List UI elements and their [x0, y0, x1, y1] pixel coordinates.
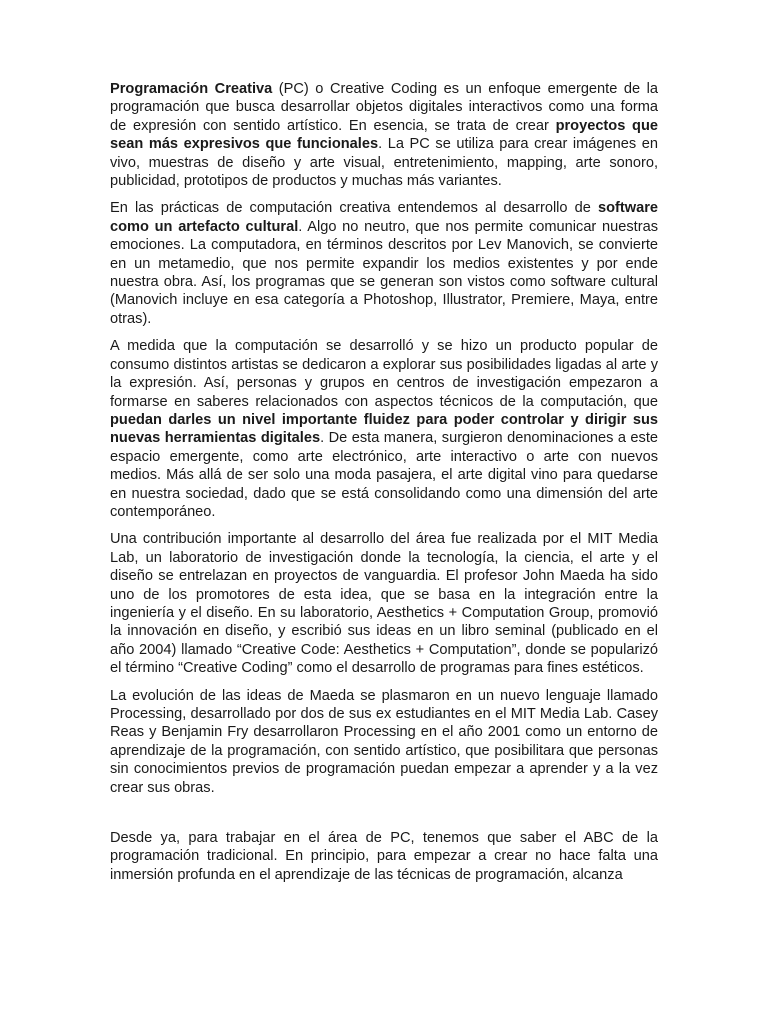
text-bold: puedan darles un nivel importante fluidez para poder controlar y dirigir sus nuevas herramientas digitales — [110, 411, 658, 447]
paragraph-3 — [110, 337, 658, 521]
text-run: . La PC se utiliza para crear imágenes en vivo, muestras de diseño y arte visual, entretenimiento, mapping, arte sonoro, publicidad, prototipos de productos y muchas más variantes. — [110, 136, 658, 190]
document-page — [110, 80, 658, 893]
text-bold: software como un artefacto cultural — [110, 200, 658, 235]
text-run: . Algo no neutro, que nos permite comunicar nuestras emociones. La computadora, en términos descritos por Lev Manovich, se convierte en un metamedio, que nos permite expandir los medios existentes y por ende nuestra obra. Así, los programas que se generan son vistos como software cultural (Manovich incluye en esa categoría a Photoshop, Illustrator, Premiere, Maya, entre otras). — [110, 218, 658, 327]
paragraph-6 — [110, 829, 658, 884]
text-run: . De esta manera, surgieron denominaciones a este espacio emergente, como arte electrónico, arte interactivo o arte con nuevos medios. Más allá de ser solo una moda pasajera, el arte digital vino para quedarse en nuestra sociedad, dado que se está consolidando como una dimensión del arte contemporáneo. — [110, 430, 658, 520]
text-bold: Programación Creativa — [110, 81, 273, 97]
text-run: En las prácticas de computación creativa entendemos al desarrollo de — [110, 200, 598, 217]
text-run: A medida que la computación se desarrolló y se hizo un producto popular de consumo distintos artistas se dedicaron a explorar sus posibilidades ligadas al arte y la expresión. Así, personas y grupos en centros de investigación empezaron a formarse en saberes relacionados con aspectos técnicos de la computación, que — [110, 338, 658, 410]
paragraph-2 — [110, 199, 658, 328]
text-run: (PC) o Creative Coding es un enfoque emergente de la programación que busca desarrollar objetos digitales interactivos como una forma de expresión con sentido artístico. En esencia, se trata de crear — [110, 81, 658, 134]
paragraph-1 — [110, 80, 658, 190]
text-run: La evolución de las ideas de Maeda se plasmaron en un nuevo lenguaje llamado Processing, desarrollado por dos de sus ex estudiantes en el MIT Media Lab. Casey Reas y Benjamin Fry desarrollaron Processing en el año 2001 como un entorno de aprendizaje de la programación, con sentido artístico, que posibilitara que personas sin conocimientos previos de programación puedan empezar a aprender y a la vez crear sus obras. — [110, 687, 658, 796]
paragraph-5 — [110, 687, 658, 797]
text-run: Desde ya, para trabajar en el área de PC, tenemos que saber el ABC de la programación tradicional. En principio, para empezar a crear no hace falta una inmersión profunda en el aprendizaje de las técnicas de programación, alcanza — [110, 830, 658, 883]
text-run: Una contribución importante al desarrollo del área fue realizada por el MIT Media Lab, un laboratorio de investigación donde la tecnología, la ciencia, el arte y el diseño se entrelazan en proyectos de vanguardia. El profesor John Maeda ha sido uno de los promotores de esta idea, que se basa en la integración entre la ingeniería y el diseño. En su laboratorio, Aesthetics + Computation Group, promovió la innovación en diseño, y escribió sus ideas en un libro seminal (publicado en el año 2004) llamado “Creative Code: Aesthetics + Computation”, donde se popularizó el término “Creative Coding” como el desarrollo de programas para fines estéticos. — [110, 531, 658, 677]
text-bold: proyectos que sean más expresivos que funcionales — [110, 117, 659, 153]
paragraph-4 — [110, 530, 658, 677]
